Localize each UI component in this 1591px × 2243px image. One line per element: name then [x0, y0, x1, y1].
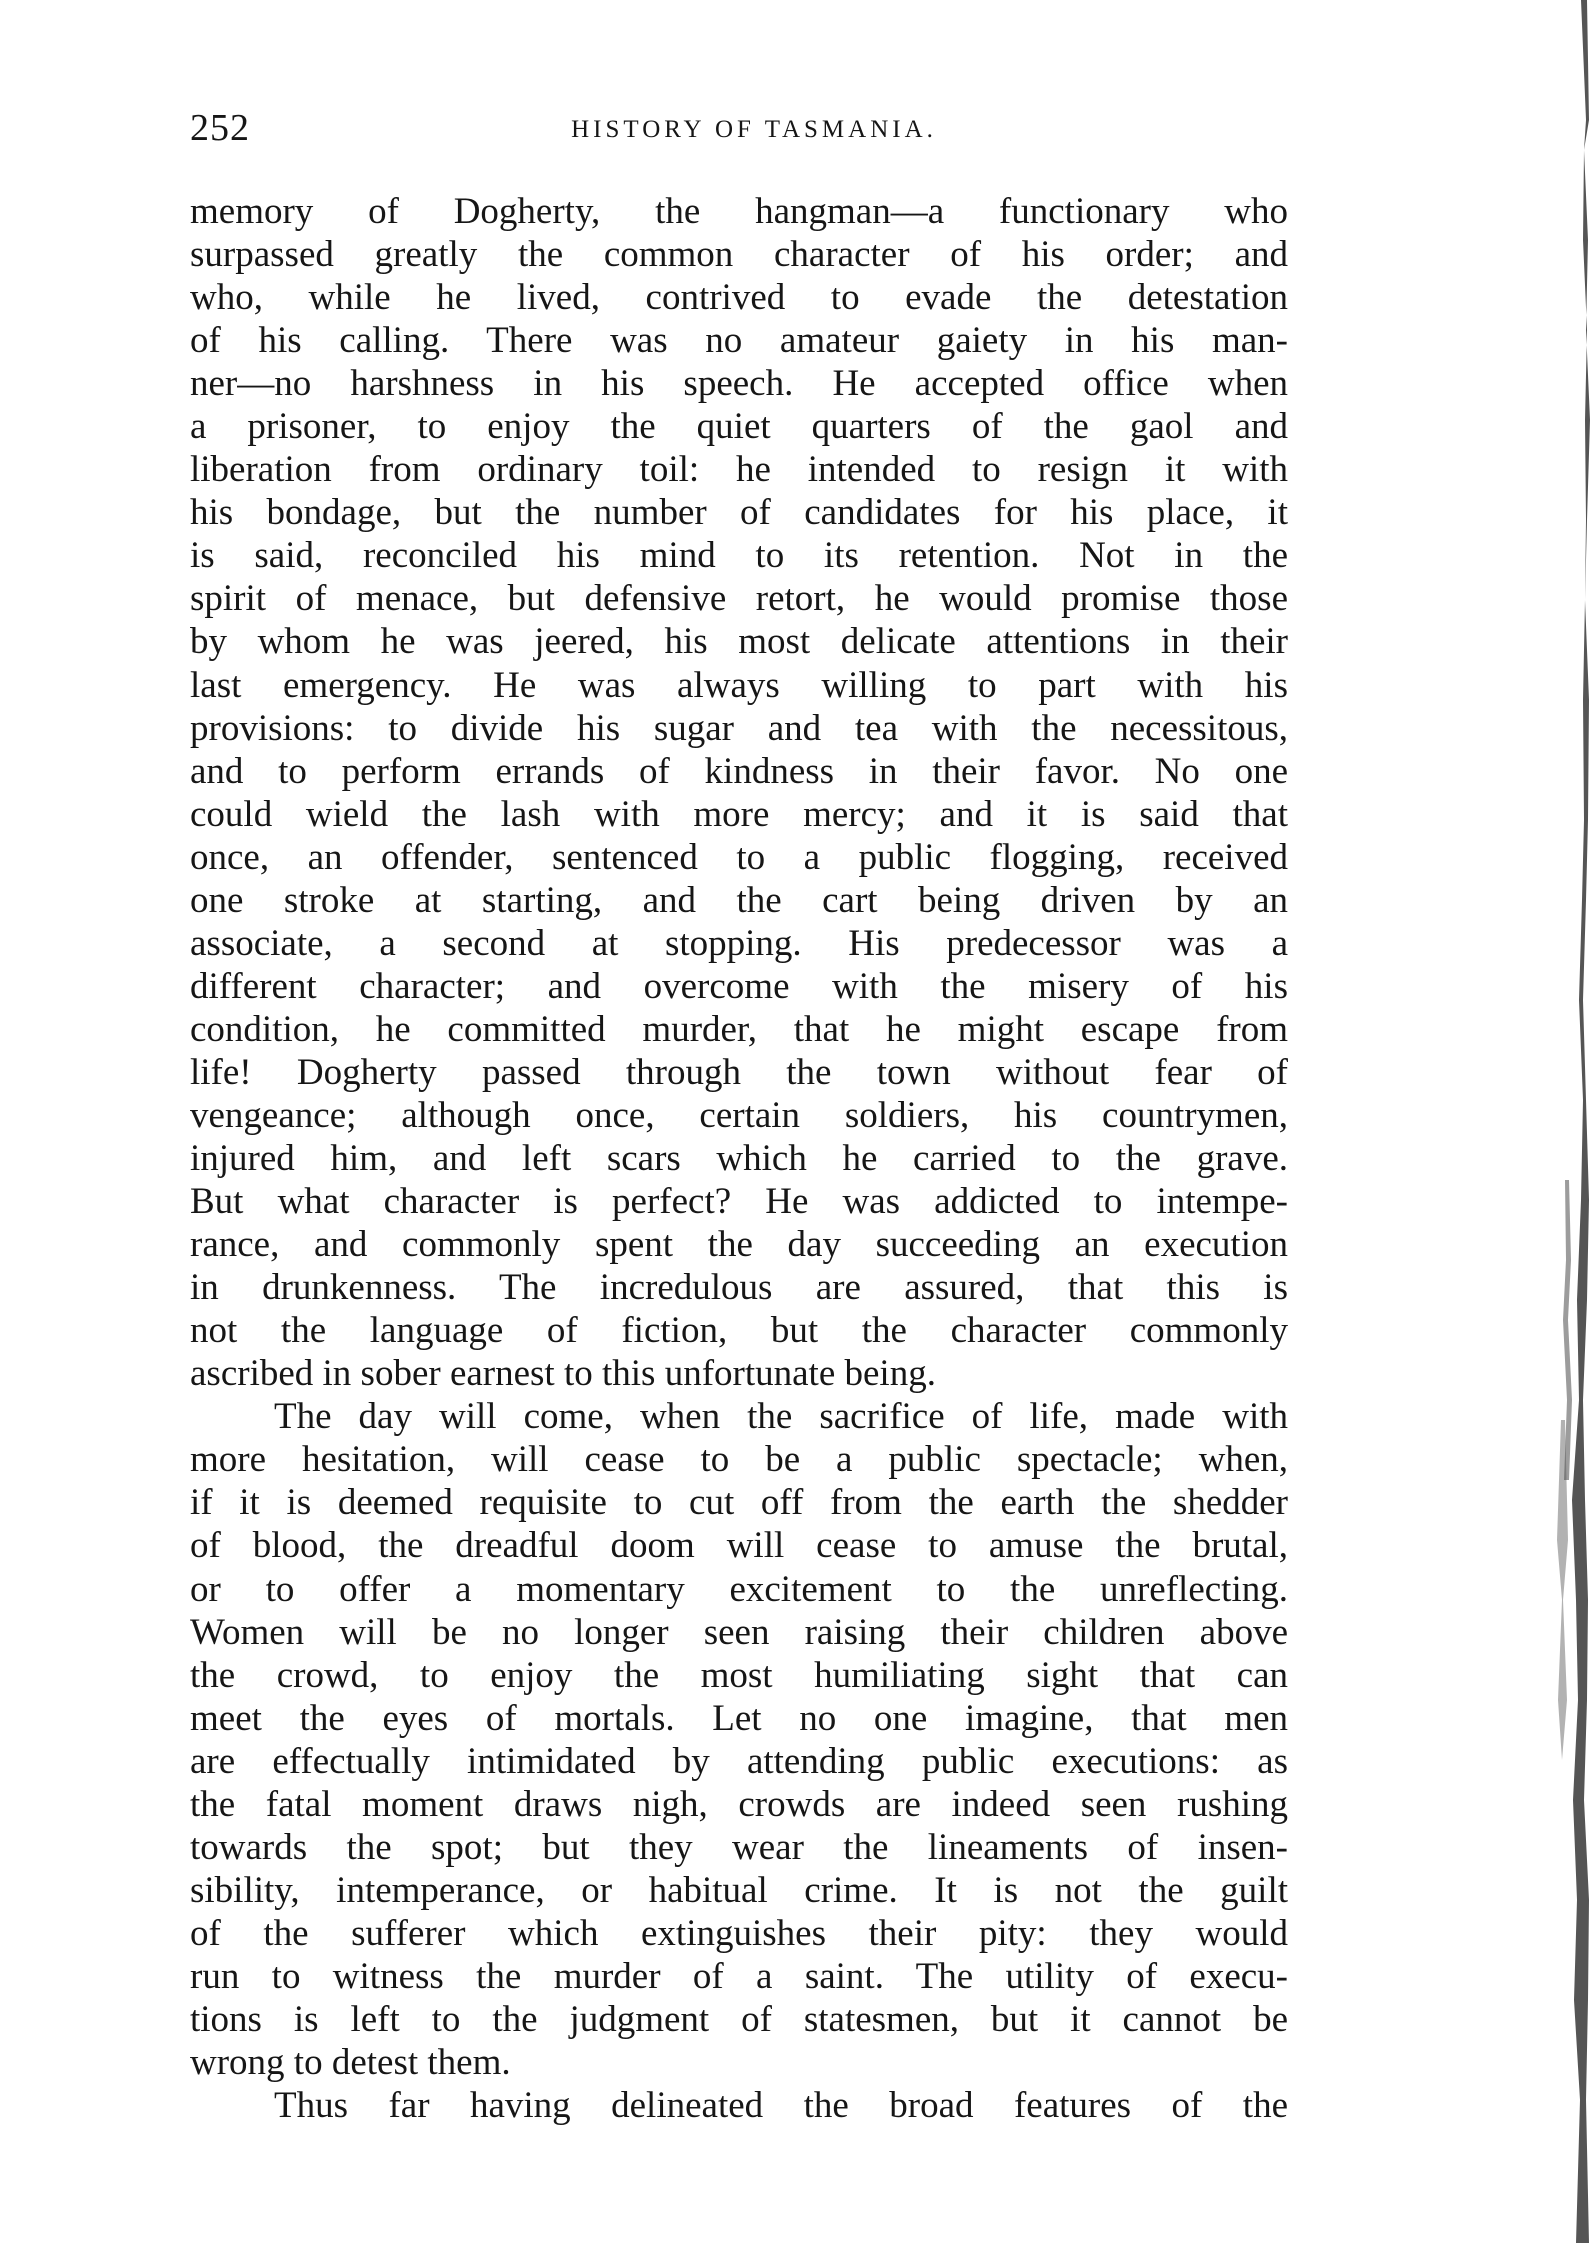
- text-line: is said, reconciled his mind to its retention. Not in the: [190, 535, 1288, 577]
- text-line: last emergency. He was always willing to part with his: [190, 664, 1288, 706]
- text-line: wrong to detest them.: [190, 2042, 511, 2084]
- paragraph-2: [190, 1395, 1288, 2084]
- text-line: Women will be no longer seen raising their children above: [190, 1611, 1288, 1653]
- text-line: a prisoner, to enjoy the quiet quarters of the gaol and: [190, 406, 1288, 448]
- text-line: vengeance; although once, certain soldiers, his countrymen,: [190, 1094, 1288, 1136]
- text-line: spirit of menace, but defensive retort, he would promise those: [190, 578, 1288, 620]
- text-line: more hesitation, will cease to be a public spectacle; when,: [190, 1439, 1288, 1481]
- text-line: towards the spot; but they wear the lineaments of insen-: [190, 1826, 1288, 1868]
- page-number: 252: [190, 107, 250, 149]
- running-title: HISTORY OF TASMANIA.: [571, 116, 937, 143]
- text-line: the crowd, to enjoy the most humiliating sight that can: [190, 1654, 1288, 1696]
- text-line: meet the eyes of mortals. Let no one imagine, that men: [190, 1697, 1288, 1739]
- text-line: ascribed in sober earnest to this unfortunate being.: [190, 1353, 936, 1395]
- text-line: of blood, the dreadful doom will cease to amuse the brutal,: [190, 1525, 1288, 1567]
- text-line: not the language of fiction, but the character commonly: [190, 1310, 1288, 1352]
- text-line: his bondage, but the number of candidates for his place, it: [190, 492, 1288, 534]
- text-line: are effectually intimidated by attending public executions: as: [190, 1740, 1288, 1782]
- text-line: surpassed greatly the common character of his order; and: [190, 234, 1288, 276]
- text-line: associate, a second at stopping. His predecessor was a: [190, 922, 1288, 964]
- text-line: one stroke at starting, and the cart being driven by an: [190, 879, 1288, 921]
- binding-edge-shadow: [1543, 0, 1591, 2243]
- text-line: liberation from ordinary toil: he intended to resign it with: [190, 449, 1288, 491]
- text-line: of the sufferer which extinguishes their pity: they would: [190, 1912, 1288, 1954]
- text-line: condition, he committed murder, that he might escape from: [190, 1008, 1288, 1050]
- text-line: Thus far having delineated the broad features of the: [274, 2085, 1288, 2127]
- text-line: tions is left to the judgment of statesmen, but it cannot be: [190, 1998, 1288, 2040]
- text-line: could wield the lash with more mercy; and it is said that: [190, 793, 1288, 835]
- text-line: if it is deemed requisite to cut off from the earth the shedder: [190, 1482, 1288, 1524]
- text-line: different character; and overcome with the misery of his: [190, 965, 1288, 1007]
- running-head: [190, 106, 1288, 156]
- text-line: once, an offender, sentenced to a public flogging, received: [190, 836, 1288, 878]
- text-line: The day will come, when the sacrifice of life, made with: [274, 1396, 1288, 1438]
- text-line: who, while he lived, contrived to evade the detestation: [190, 277, 1288, 319]
- text-line: ner—no harshness in his speech. He accepted office when: [190, 363, 1288, 405]
- text-line: rance, and commonly spent the day succeeding an execution: [190, 1224, 1288, 1266]
- body-text: [190, 190, 1288, 2127]
- text-line: or to offer a momentary excitement to the unreflecting.: [190, 1568, 1288, 1610]
- text-line: sibility, intemperance, or habitual crime. It is not the guilt: [190, 1869, 1288, 1911]
- text-line: provisions: to divide his sugar and tea with the necessitous,: [190, 707, 1288, 749]
- text-line: of his calling. There was no amateur gaiety in his man-: [190, 320, 1288, 362]
- text-line: injured him, and left scars which he carried to the grave.: [190, 1138, 1288, 1180]
- paragraph-3: [190, 2084, 1288, 2127]
- text-line: run to witness the murder of a saint. The utility of execu-: [190, 1955, 1288, 1997]
- text-line: life! Dogherty passed through the town without fear of: [190, 1051, 1288, 1093]
- text-line: memory of Dogherty, the hangman—a functionary who: [190, 191, 1288, 232]
- text-line: and to perform errands of kindness in their favor. No one: [190, 750, 1288, 792]
- text-line: the fatal moment draws nigh, crowds are indeed seen rushing: [190, 1783, 1288, 1825]
- paragraph-1: [190, 190, 1288, 1395]
- text-line: in drunkenness. The incredulous are assured, that this is: [190, 1267, 1288, 1309]
- text-line: But what character is perfect? He was addicted to intempe-: [190, 1181, 1288, 1223]
- text-line: by whom he was jeered, his most delicate attentions in their: [190, 621, 1288, 663]
